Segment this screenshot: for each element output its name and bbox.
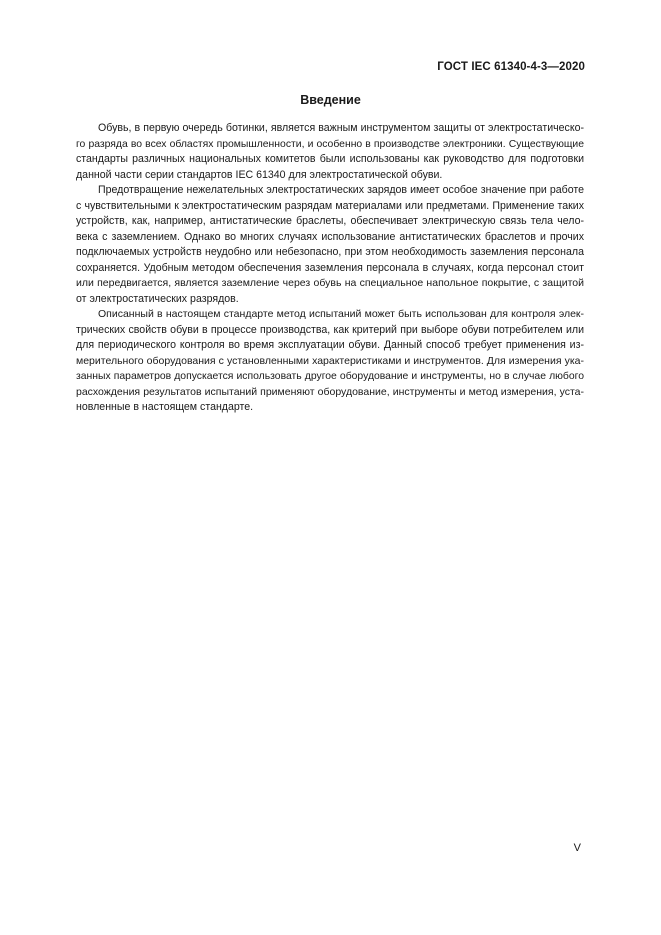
section-title: Введение bbox=[300, 93, 361, 107]
text-line: мерительного оборудования с установленными характеристиками и инструментов. Для измерения ука- bbox=[76, 354, 584, 367]
text-line: трических свойств обуви в процессе производства, как критерий при выборе обуви потребителем или bbox=[76, 323, 584, 336]
text-line: века с заземлением. Однако во многих случаях использование антистатических браслетов и прочих bbox=[76, 230, 584, 243]
text-line: сохраняется. Удобным методом обеспечения заземления персонала в случаях, когда персонал стоит bbox=[76, 261, 584, 274]
text-line: Описанный в настоящем стандарте метод испытаний может быть использован для контроля элек- bbox=[98, 308, 584, 320]
text-line: от электростатических разрядов. bbox=[76, 292, 239, 305]
paragraph bbox=[76, 121, 584, 183]
text-line: или передвигается, является заземление через обувь на специальное напольное покрытие, с защитой bbox=[76, 277, 584, 289]
body-text bbox=[76, 121, 584, 416]
text-line: для периодического контроля во время эксплуатации обуви. Данный способ требует применения из- bbox=[76, 339, 584, 351]
text-line: новленные в настоящем стандарте. bbox=[76, 401, 254, 413]
paragraph bbox=[76, 307, 584, 416]
text-line: занных параметров допускается использовать другое оборудование и инструменты, но в случае любого bbox=[76, 371, 584, 382]
text-line: Предотвращение нежелательных электростатических зарядов имеет особое значение при работе bbox=[98, 184, 584, 196]
text-line: стандарты различных национальных комитетов были использованы как руководство для подготовки bbox=[76, 153, 584, 165]
text-line: с чувствительными к электростатическим разрядам материалами или предметами. Применение таких bbox=[76, 199, 584, 212]
text-line: подключаемых устройств неудобно или небезопасно, при этом необходимость заземления персонала bbox=[76, 246, 584, 258]
text-line: го разряда во всех областях промышленности, и особенно в производстве электроники. Существующие bbox=[76, 138, 584, 150]
page-number: V bbox=[573, 842, 581, 854]
text-line: Обувь, в первую очередь ботинки, является важным инструментом защиты от электростатическо- bbox=[98, 122, 584, 134]
text-line: данной части серии стандартов IEC 61340 для электростатической обуви. bbox=[76, 168, 443, 181]
document-code-header: ГОСТ IEC 61340-4-3—2020 bbox=[437, 61, 585, 73]
text-line: расхождения результатов испытаний применяют оборудование, инструменты и метод измерения, уста- bbox=[76, 385, 584, 398]
paragraph bbox=[76, 183, 584, 307]
text-line: устройств, как, например, антистатические браслеты, обеспечивает электрическую связь тела чело- bbox=[76, 215, 584, 227]
